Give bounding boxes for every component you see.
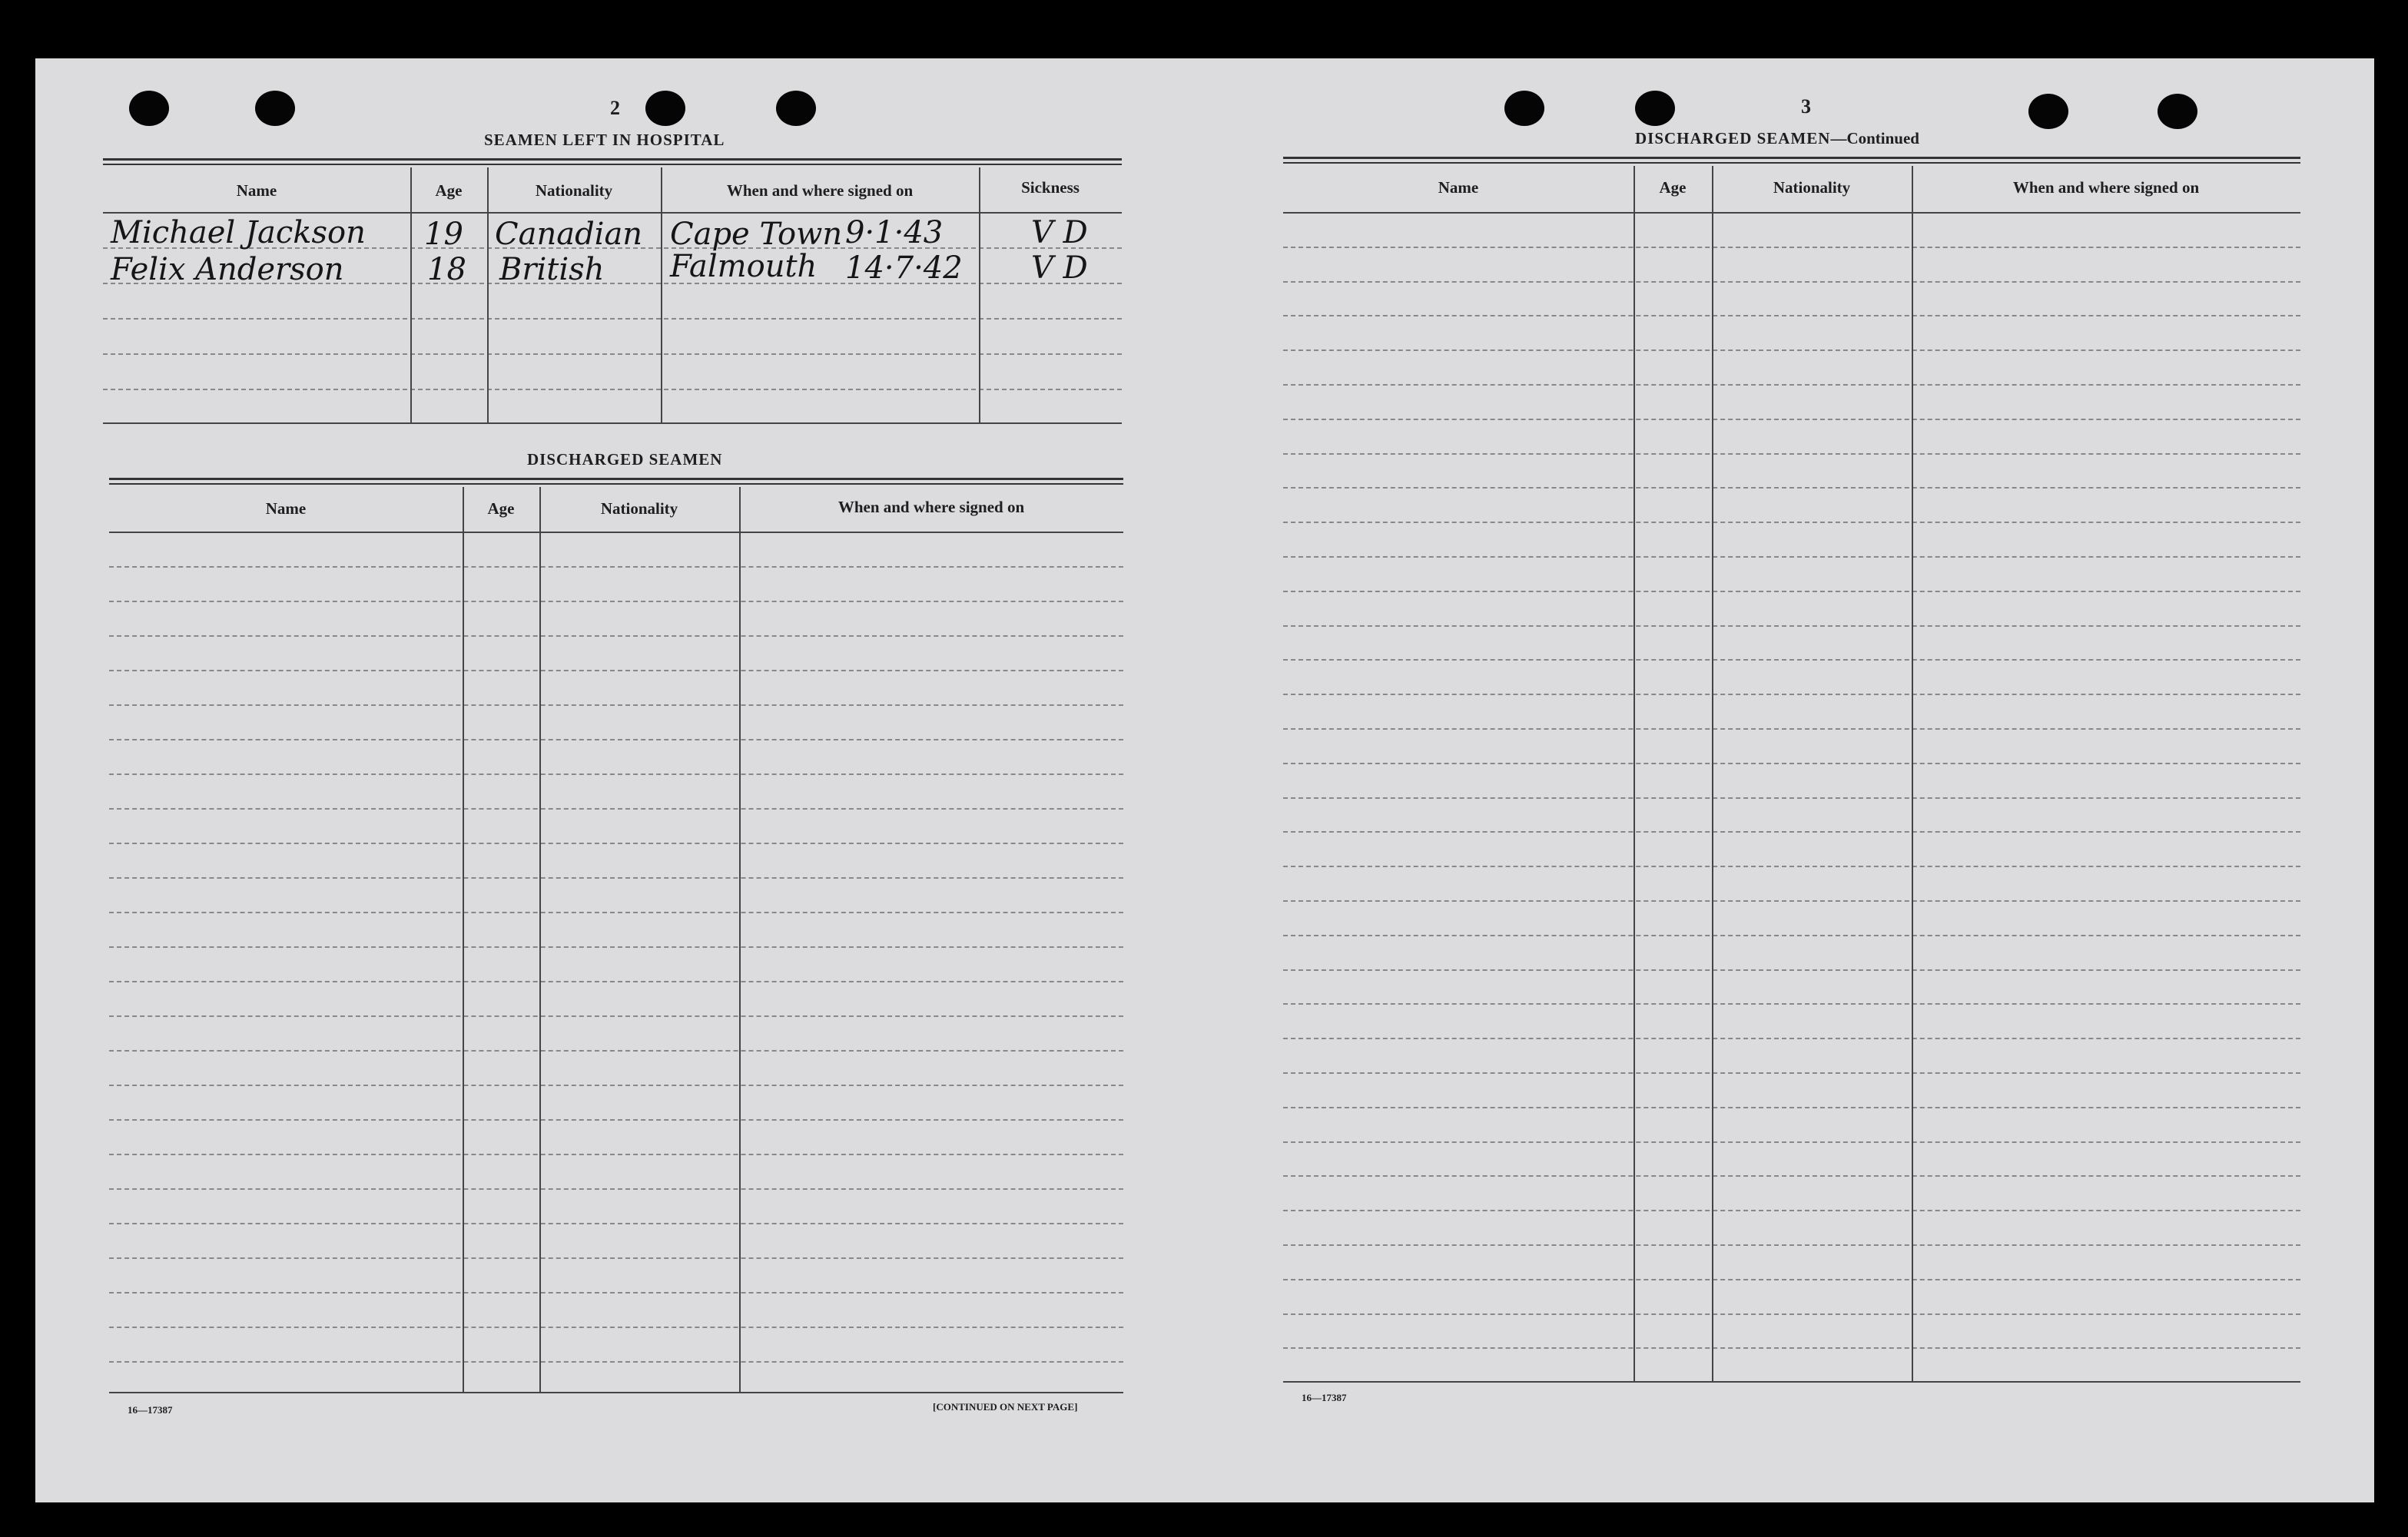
- blank-row-line: [1283, 1313, 2300, 1315]
- right-col-age: Age: [1659, 178, 1687, 197]
- blank-row-line: [1283, 591, 2300, 592]
- entry-date: 14·7·42: [845, 250, 963, 286]
- blank-row-line: [109, 1292, 1123, 1294]
- blank-row-line: [1283, 1210, 2300, 1211]
- blank-row-line: [109, 601, 1123, 602]
- right-table-bottom-rule: [1283, 1381, 2300, 1383]
- blank-row-line: [109, 704, 1123, 706]
- hospital-col-divider: [487, 167, 489, 422]
- title-main: DISCHARGED SEAMEN: [1635, 129, 1831, 147]
- blank-row-line: [109, 1085, 1123, 1086]
- blank-row-line: [1283, 487, 2300, 489]
- hospital-row-line: [103, 389, 1122, 390]
- blank-row-line: [109, 739, 1123, 740]
- continued-note: [CONTINUED ON NEXT PAGE]: [933, 1401, 1078, 1413]
- discharged-col-name: Name: [265, 499, 307, 518]
- entry-nationality: British: [499, 252, 605, 287]
- entry-age: 19: [424, 217, 463, 252]
- entry-sickness: V D: [1031, 215, 1088, 250]
- entry-sickness: V D: [1031, 250, 1088, 286]
- blank-row-line: [1283, 1141, 2300, 1143]
- blank-row-line: [1283, 453, 2300, 455]
- blank-row-line: [109, 635, 1123, 637]
- punch-hole: [2158, 94, 2197, 129]
- discharged-col-divider: [739, 487, 741, 1392]
- blank-row-line: [1283, 419, 2300, 420]
- hospital-table-bottom-rule: [103, 422, 1122, 424]
- hospital-col-nationality: Nationality: [535, 181, 613, 200]
- blank-row-line: [109, 1015, 1123, 1017]
- page-number-left: 2: [610, 97, 620, 119]
- blank-row-line: [109, 1154, 1123, 1155]
- blank-row-line: [1283, 728, 2300, 730]
- hospital-col-name: Name: [236, 181, 277, 200]
- blank-row-line: [1283, 1244, 2300, 1246]
- blank-row-line: [109, 1257, 1123, 1259]
- entry-age: 18: [427, 252, 466, 287]
- entry-nationality: Canadian: [495, 217, 643, 252]
- right-col-divider: [1712, 166, 1713, 1381]
- blank-row-line: [1283, 1107, 2300, 1108]
- blank-row-line: [1283, 969, 2300, 971]
- blank-row-line: [109, 1188, 1123, 1190]
- blank-row-line: [109, 808, 1123, 810]
- blank-row-line: [109, 981, 1123, 982]
- right-col-name: Name: [1438, 178, 1479, 197]
- discharged-table-bottom-rule: [109, 1392, 1123, 1393]
- blank-row-line: [1283, 1072, 2300, 1074]
- blank-row-line: [1283, 281, 2300, 283]
- blank-row-line: [1283, 1279, 2300, 1280]
- hospital-col-sickness: Sickness: [1021, 178, 1080, 197]
- form-number-left: 16—17387: [128, 1404, 173, 1416]
- blank-row-line: [1283, 384, 2300, 386]
- blank-row-line: [1283, 1003, 2300, 1005]
- discharged-col-divider: [463, 487, 464, 1392]
- blank-row-line: [1283, 763, 2300, 764]
- discharged-section-title: DISCHARGED SEAMEN: [527, 450, 723, 469]
- blank-row-line: [109, 670, 1123, 671]
- blank-row-line: [109, 1119, 1123, 1121]
- hospital-col-age: Age: [435, 181, 463, 200]
- blank-row-line: [109, 1223, 1123, 1224]
- blank-row-line: [1283, 556, 2300, 558]
- title-continued: —Continued: [1830, 129, 1919, 147]
- blank-row-line: [1283, 797, 2300, 799]
- blank-row-line: [109, 1050, 1123, 1052]
- right-col-divider: [1634, 166, 1635, 1381]
- form-number-right: 16—17387: [1302, 1392, 1347, 1403]
- right-col-nationality: Nationality: [1773, 178, 1851, 197]
- blank-row-line: [109, 566, 1123, 568]
- blank-row-line: [1283, 659, 2300, 661]
- hospital-col-divider: [410, 167, 412, 422]
- blank-row-line: [1283, 900, 2300, 902]
- blank-row-line: [1283, 831, 2300, 833]
- discharged-col-nationality: Nationality: [600, 499, 678, 518]
- discharged-col-divider: [539, 487, 541, 1392]
- discharged-table-top-rule: [109, 478, 1123, 485]
- blank-row-line: [1283, 625, 2300, 627]
- form-sheet: [35, 58, 2374, 1502]
- blank-row-line: [1283, 522, 2300, 523]
- right-header-rule: [1283, 212, 2300, 214]
- discharged-col-signed-on: When and where signed on: [837, 498, 1025, 516]
- blank-row-line: [1283, 1175, 2300, 1177]
- blank-row-line: [1283, 349, 2300, 351]
- blank-row-line: [1283, 866, 2300, 867]
- punch-hole: [776, 91, 816, 126]
- hospital-col-divider: [979, 167, 980, 422]
- entry-place: Cape Town: [670, 217, 843, 252]
- blank-row-line: [1283, 315, 2300, 316]
- discharged-header-rule: [109, 532, 1123, 533]
- hospital-header-rule: [103, 212, 1122, 214]
- hospital-col-signed-on: When and where signed on: [726, 181, 914, 200]
- entry-name: Felix Anderson: [111, 252, 344, 287]
- blank-row-line: [1283, 247, 2300, 248]
- hospital-table-top-rule: [103, 158, 1122, 165]
- blank-row-line: [109, 877, 1123, 879]
- punch-hole: [129, 91, 169, 126]
- right-table-top-rule: [1283, 157, 2300, 164]
- hospital-col-divider: [661, 167, 662, 422]
- entry-place: Falmouth: [670, 249, 818, 284]
- blank-row-line: [1283, 1038, 2300, 1039]
- blank-row-line: [109, 843, 1123, 844]
- hospital-row-line: [103, 353, 1122, 355]
- right-col-signed-on: When and where signed on: [2012, 178, 2200, 197]
- entry-date: 9·1·43: [845, 215, 944, 250]
- blank-row-line: [109, 912, 1123, 913]
- punch-hole: [1635, 91, 1675, 126]
- blank-row-line: [109, 1361, 1123, 1363]
- blank-row-line: [109, 946, 1123, 948]
- discharged-col-age: Age: [487, 499, 515, 518]
- hospital-row-line: [103, 318, 1122, 320]
- right-col-divider: [1912, 166, 1913, 1381]
- blank-row-line: [109, 773, 1123, 775]
- blank-row-line: [1283, 694, 2300, 695]
- entry-name: Michael Jackson: [111, 215, 366, 250]
- page-number-right: 3: [1801, 95, 1811, 118]
- blank-row-line: [1283, 1347, 2300, 1349]
- punch-hole: [2028, 94, 2068, 129]
- punch-hole: [255, 91, 295, 126]
- blank-row-line: [109, 1327, 1123, 1328]
- punch-hole: [645, 91, 685, 126]
- punch-hole: [1504, 91, 1544, 126]
- blank-row-line: [1283, 935, 2300, 936]
- discharged-continued-title: [1635, 129, 1919, 148]
- hospital-section-title: SEAMEN LEFT IN HOSPITAL: [484, 131, 725, 149]
